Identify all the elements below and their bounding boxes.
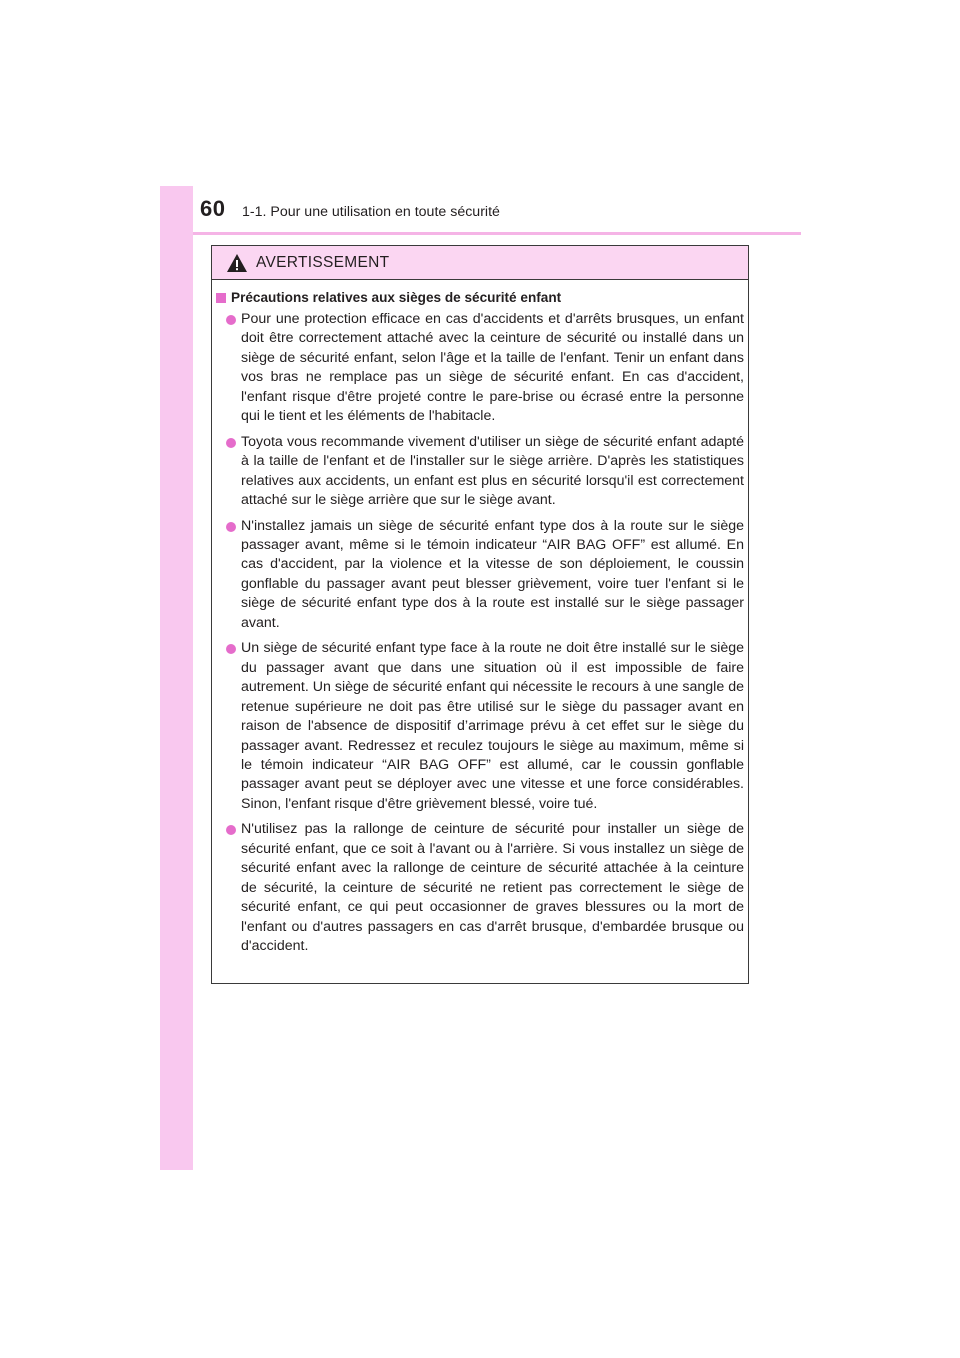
list-item xyxy=(216,517,744,634)
bullet-dot-icon xyxy=(226,644,236,654)
list-item-text: Un siège de sécurité enfant type face à la route ne doit être installé sur le siège du passager avant que dans une situation où il est impossible de faire autrement. Un siège de sécurité enfant qui nécessite le recours à une sangle de retenue supérieure ne doit pas être utilisé sur le siège du passager avant en raison de l'absence de dispositif d’arrimage prévu à cet effet sur le siège du passager avant. Redressez et reculez toujours le siège au maximum, même si le témoin indicateur “AIR BAG OFF” est allumé, car le coussin gonflable passager avant peut se déployer avec une vitesse et une force considérables. Sinon, l'enfant risque d'être grièvement blessé, voire tué. xyxy=(241,640,744,812)
square-bullet-icon xyxy=(216,293,226,303)
list-item xyxy=(216,639,744,814)
list-item-text: N'installez jamais un siège de sécurité enfant type dos à la route sur le siège passager avant, même si le témoin indicateur “AIR BAG OFF” est allumé. En cas d'accident, par la violence et la vitesse de son déploiement, le coussin gonflable du passager avant peut blesser grièvement, voire tuer l'enfant si le siège de sécurité enfant type dos à la route est installé sur le siège passager avant. xyxy=(241,517,744,631)
header-divider xyxy=(193,232,801,235)
list-item xyxy=(216,820,744,956)
list-item xyxy=(216,310,744,427)
warning-header xyxy=(212,246,748,280)
bullet-dot-icon xyxy=(226,522,236,532)
list-item-text: Toyota vous recommande vivement d'utiliser un siège de sécurité enfant adapté à la taille de l'enfant et de l'installer sur le siège arrière. D'après les statistiques relatives aux accidents, un enfant est plus en sécurité lorsqu'il est correctement attaché sur le siège arrière que sur le siège avant. xyxy=(241,433,744,509)
warning-triangle-icon xyxy=(226,253,248,273)
warning-title: AVERTISSEMENT xyxy=(256,254,390,271)
section-heading xyxy=(216,290,561,305)
list-item-text: N'utilisez pas la rallonge de ceinture de sécurité pour installer un siège de sécurité enfant, que ce soit à l'avant ou à l'arrière. Si vous installez un siège de sécurité enfant avec la rallonge de ceinture de sécurité attachée à la ceinture de sécurité, la ceinture de sécurité ne retient pas correctement le siège de sécurité enfant, ce qui peut occasionner de graves blessures ou la mort de l'enfant ou d'autres passagers en cas d'arrêt brusque, d'embardée brusque ou d'accident. xyxy=(241,821,744,955)
list-item-text: Pour une protection efficace en cas d'accidents et d'arrêts brusques, un enfant doit être correctement attaché avec la ceinture de sécurité ou installé dans un siège de sécurité enfant, selon l'âge et la taille de l'enfant. Tenir un enfant dans vos bras ne remplace pas un siège de sécurité enfant. En cas d'accident, l'enfant risque d'être projeté contre le pare-brise ou écrasé entre la personne qui le tient et les éléments de l'habitacle. xyxy=(241,311,744,425)
warning-bullet-list xyxy=(216,310,744,963)
list-item xyxy=(216,433,744,511)
bullet-dot-icon xyxy=(226,315,236,325)
running-header: 1-1. Pour une utilisation en toute sécurité xyxy=(242,204,500,220)
page-number: 60 xyxy=(200,196,226,221)
section-heading-text: Précautions relatives aux sièges de sécurité enfant xyxy=(231,290,562,305)
warning-box xyxy=(211,245,749,984)
bullet-dot-icon xyxy=(226,825,236,835)
chapter-side-tab xyxy=(160,186,193,1170)
bullet-dot-icon xyxy=(226,438,236,448)
